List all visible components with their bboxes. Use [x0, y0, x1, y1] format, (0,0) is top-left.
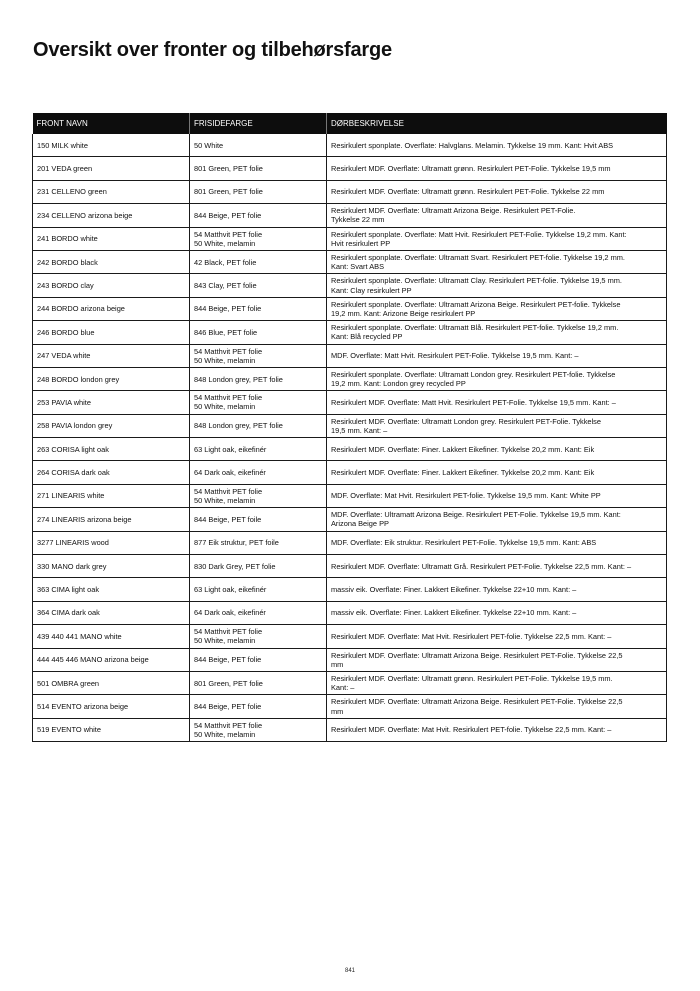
- side-color-cell: 50 White: [190, 134, 327, 157]
- door-description-cell: Resirkulert sponplate. Overflate: Ultramatt Blå. Resirkulert PET-folie. Tykkelse 19,2 mm. Kant: Blå recycled PP: [327, 321, 667, 344]
- side-color-cell: 846 Blue, PET folie: [190, 321, 327, 344]
- door-description-cell: Resirkulert sponplate. Overflate: Ultramatt London grey. Resirkulert PET-folie. Tykkelse 19,2 mm. Kant: London grey recycled PP: [327, 367, 667, 390]
- side-color-cell: 830 Dark Grey, PET folie: [190, 555, 327, 578]
- side-color-cell: 848 London grey, PET folie: [190, 367, 327, 390]
- header-front-name: FRONT NAVN: [33, 113, 190, 134]
- table-row: [33, 648, 667, 671]
- side-color-cell: 801 Green, PET folie: [190, 180, 327, 203]
- side-color-cell: 843 Clay, PET folie: [190, 274, 327, 297]
- front-name-cell: 231 CELLENO green: [33, 180, 190, 203]
- front-name-cell: 258 PAVIA london grey: [33, 414, 190, 437]
- table-row: [33, 718, 667, 741]
- front-name-cell: 242 BORDO black: [33, 250, 190, 273]
- table-row: [33, 671, 667, 694]
- side-color-cell: 801 Green, PET folie: [190, 671, 327, 694]
- table-row: [33, 438, 667, 461]
- table-row: [33, 250, 667, 273]
- side-color-cell: 801 Green, PET folie: [190, 157, 327, 180]
- front-name-cell: 150 MILK white: [33, 134, 190, 157]
- side-color-cell: 54 Matthvit PET folie 50 White, melamin: [190, 344, 327, 367]
- door-description-cell: Resirkulert sponplate. Overflate: Halvglans. Melamin. Tykkelse 19 mm. Kant: Hvit ABS: [327, 134, 667, 157]
- side-color-cell: 63 Light oak, eikefinér: [190, 578, 327, 601]
- front-name-cell: 519 EVENTO white: [33, 718, 190, 741]
- front-name-cell: 264 CORISA dark oak: [33, 461, 190, 484]
- front-name-cell: 248 BORDO london grey: [33, 367, 190, 390]
- door-description-cell: Resirkulert MDF. Overflate: Ultramatt Arizona Beige. Resirkulert PET-Folie. Tykkelse 22,5 mm: [327, 648, 667, 671]
- table-row: [33, 625, 667, 648]
- table-body: [33, 134, 667, 742]
- front-name-cell: 363 CIMA light oak: [33, 578, 190, 601]
- table-row: [33, 134, 667, 157]
- side-color-cell: 42 Black, PET folie: [190, 250, 327, 273]
- door-description-cell: MDF. Overflate: Eik struktur. Resirkulert PET-Folie. Tykkelse 19,5 mm. Kant: ABS: [327, 531, 667, 554]
- door-description-cell: Resirkulert MDF. Overflate: Mat Hvit. Resirkulert PET-folie. Tykkelse 22,5 mm. Kant: –: [327, 625, 667, 648]
- table-row: [33, 578, 667, 601]
- table-row: [33, 297, 667, 320]
- door-description-cell: Resirkulert sponplate. Overflate: Ultramatt Arizona Beige. Resirkulert PET-folie. Tykkelse 19,2 mm. Kant: Arizone Beige resirkulert PP: [327, 297, 667, 320]
- front-name-cell: 201 VEDA green: [33, 157, 190, 180]
- front-name-cell: 501 OMBRA green: [33, 671, 190, 694]
- table-row: [33, 391, 667, 414]
- side-color-cell: 844 Beige, PET folie: [190, 297, 327, 320]
- table-row: [33, 274, 667, 297]
- side-color-cell: 54 Matthvit PET folie 50 White, melamin: [190, 484, 327, 507]
- door-description-cell: MDF. Overflate: Mat Hvit. Resirkulert PET-folie. Tykkelse 19,5 mm. Kant: White PP: [327, 484, 667, 507]
- door-description-cell: Resirkulert MDF. Overflate: Finer. Lakkert Eikefiner. Tykkelse 20,2 mm. Kant: Eik: [327, 461, 667, 484]
- door-description-cell: Resirkulert MDF. Overflate: Ultramatt grønn. Resirkulert PET-Folie. Tykkelse 22 mm: [327, 180, 667, 203]
- front-name-cell: 246 BORDO blue: [33, 321, 190, 344]
- side-color-cell: 844 Beige, PET folie: [190, 204, 327, 227]
- side-color-cell: 848 London grey, PET folie: [190, 414, 327, 437]
- side-color-cell: 64 Dark oak, eikefinér: [190, 461, 327, 484]
- table-row: [33, 321, 667, 344]
- door-description-cell: massiv eik. Overflate: Finer. Lakkert Eikefiner. Tykkelse 22+10 mm. Kant: –: [327, 601, 667, 624]
- side-color-cell: 844 Beige, PET folie: [190, 695, 327, 718]
- table-row: [33, 555, 667, 578]
- side-color-cell: 877 Eik struktur, PET foile: [190, 531, 327, 554]
- table-row: [33, 204, 667, 227]
- front-name-cell: 330 MANO dark grey: [33, 555, 190, 578]
- front-name-cell: 244 BORDO arizona beige: [33, 297, 190, 320]
- table-row: [33, 508, 667, 531]
- front-name-cell: 243 BORDO clay: [33, 274, 190, 297]
- front-name-cell: 274 LINEARIS arizona beige: [33, 508, 190, 531]
- header-side-color: FRISIDEFARGE: [190, 113, 327, 134]
- front-name-cell: 253 PAVIA white: [33, 391, 190, 414]
- fronts-table: [32, 113, 667, 742]
- side-color-cell: 64 Dark oak, eikefinér: [190, 601, 327, 624]
- table-header: [33, 113, 667, 134]
- door-description-cell: Resirkulert MDF. Overflate: Ultramatt Arizona Beige. Resirkulert PET-Folie. Tykkelse 22 mm: [327, 204, 667, 227]
- side-color-cell: 54 Matthvit PET folie 50 White, melamin: [190, 391, 327, 414]
- door-description-cell: Resirkulert MDF. Overflate: Ultramatt Grå. Resirkulert PET-Folie. Tykkelse 22,5 mm. Kant: –: [327, 555, 667, 578]
- front-name-cell: 241 BORDO white: [33, 227, 190, 250]
- table-row: [33, 695, 667, 718]
- door-description-cell: Resirkulert sponplate. Overflate: Matt Hvit. Resirkulert PET-Folie. Tykkelse 19,2 mm. Kant: Hvit resirkulert PP: [327, 227, 667, 250]
- door-description-cell: Resirkulert MDF. Overflate: Mat Hvit. Resirkulert PET-folie. Tykkelse 22,5 mm. Kant: –: [327, 718, 667, 741]
- door-description-cell: Resirkulert sponplate. Overflate: Ultramatt Svart. Resirkulert PET-folie. Tykkelse 19,2 mm. Kant: Svart ABS: [327, 250, 667, 273]
- table-row: [33, 461, 667, 484]
- door-description-cell: Resirkulert MDF. Overflate: Ultramatt grønn. Resirkulert PET-Folie. Tykkelse 19,5 mm: [327, 157, 667, 180]
- table-row: [33, 227, 667, 250]
- table-row: [33, 180, 667, 203]
- table-row: [33, 344, 667, 367]
- door-description-cell: Resirkulert MDF. Overflate: Matt Hvit. Resirkulert PET-Folie. Tykkelse 19,5 mm. Kant: –: [327, 391, 667, 414]
- door-description-cell: Resirkulert sponplate. Overflate: Ultramatt Clay. Resirkulert PET-folie. Tykkelse 19,5 mm. Kant: Clay resirkulert PP: [327, 274, 667, 297]
- door-description-cell: MDF. Overflate: Ultramatt Arizona Beige. Resirkulert PET-Folie. Tykkelse 19,5 mm. Kant: Arizona Beige PP: [327, 508, 667, 531]
- table-row: [33, 531, 667, 554]
- table-row: [33, 414, 667, 437]
- page-title: Oversikt over fronter og tilbehørsfarge: [33, 39, 392, 61]
- side-color-cell: 54 Matthvit PET folie 50 White, melamin: [190, 227, 327, 250]
- front-name-cell: 3277 LINEARIS wood: [33, 531, 190, 554]
- front-name-cell: 364 CIMA dark oak: [33, 601, 190, 624]
- front-name-cell: 439 440 441 MANO white: [33, 625, 190, 648]
- front-name-cell: 247 VEDA white: [33, 344, 190, 367]
- front-name-cell: 234 CELLENO arizona beige: [33, 204, 190, 227]
- table-row: [33, 484, 667, 507]
- header-door-description: DØRBESKRIVELSE: [327, 113, 667, 134]
- side-color-cell: 54 Matthvit PET folie 50 White, melamin: [190, 718, 327, 741]
- table-row: [33, 367, 667, 390]
- front-name-cell: 514 EVENTO arizona beige: [33, 695, 190, 718]
- door-description-cell: Resirkulert MDF. Overflate: Ultramatt London grey. Resirkulert PET-Folie. Tykkelse 19,5 mm. Kant: –: [327, 414, 667, 437]
- side-color-cell: 844 Beige, PET foile: [190, 508, 327, 531]
- side-color-cell: 54 Matthvit PET folie 50 White, melamin: [190, 625, 327, 648]
- front-name-cell: 271 LINEARIS white: [33, 484, 190, 507]
- door-description-cell: Resirkulert MDF. Overflate: Ultramatt Arizona Beige. Resirkulert PET-Folie. Tykkelse 22,5 mm: [327, 695, 667, 718]
- front-name-cell: 444 445 446 MANO arizona beige: [33, 648, 190, 671]
- door-description-cell: MDF. Overflate: Matt Hvit. Resirkulert PET-Folie. Tykkelse 19,5 mm. Kant: –: [327, 344, 667, 367]
- front-name-cell: 263 CORISA light oak: [33, 438, 190, 461]
- door-description-cell: massiv eik. Overflate: Finer. Lakkert Eikefiner. Tykkelse 22+10 mm. Kant: –: [327, 578, 667, 601]
- table-row: [33, 601, 667, 624]
- door-description-cell: Resirkulert MDF. Overflate: Ultramatt grønn. Resirkulert PET-Folie. Tykkelse 19,5 mm. Kant: –: [327, 671, 667, 694]
- door-description-cell: Resirkulert MDF. Overflate: Finer. Lakkert Eikefiner. Tykkelse 20,2 mm. Kant: Eik: [327, 438, 667, 461]
- side-color-cell: 844 Beige, PET folie: [190, 648, 327, 671]
- page-number: 841: [344, 968, 355, 974]
- table-row: [33, 157, 667, 180]
- side-color-cell: 63 Light oak, eikefinér: [190, 438, 327, 461]
